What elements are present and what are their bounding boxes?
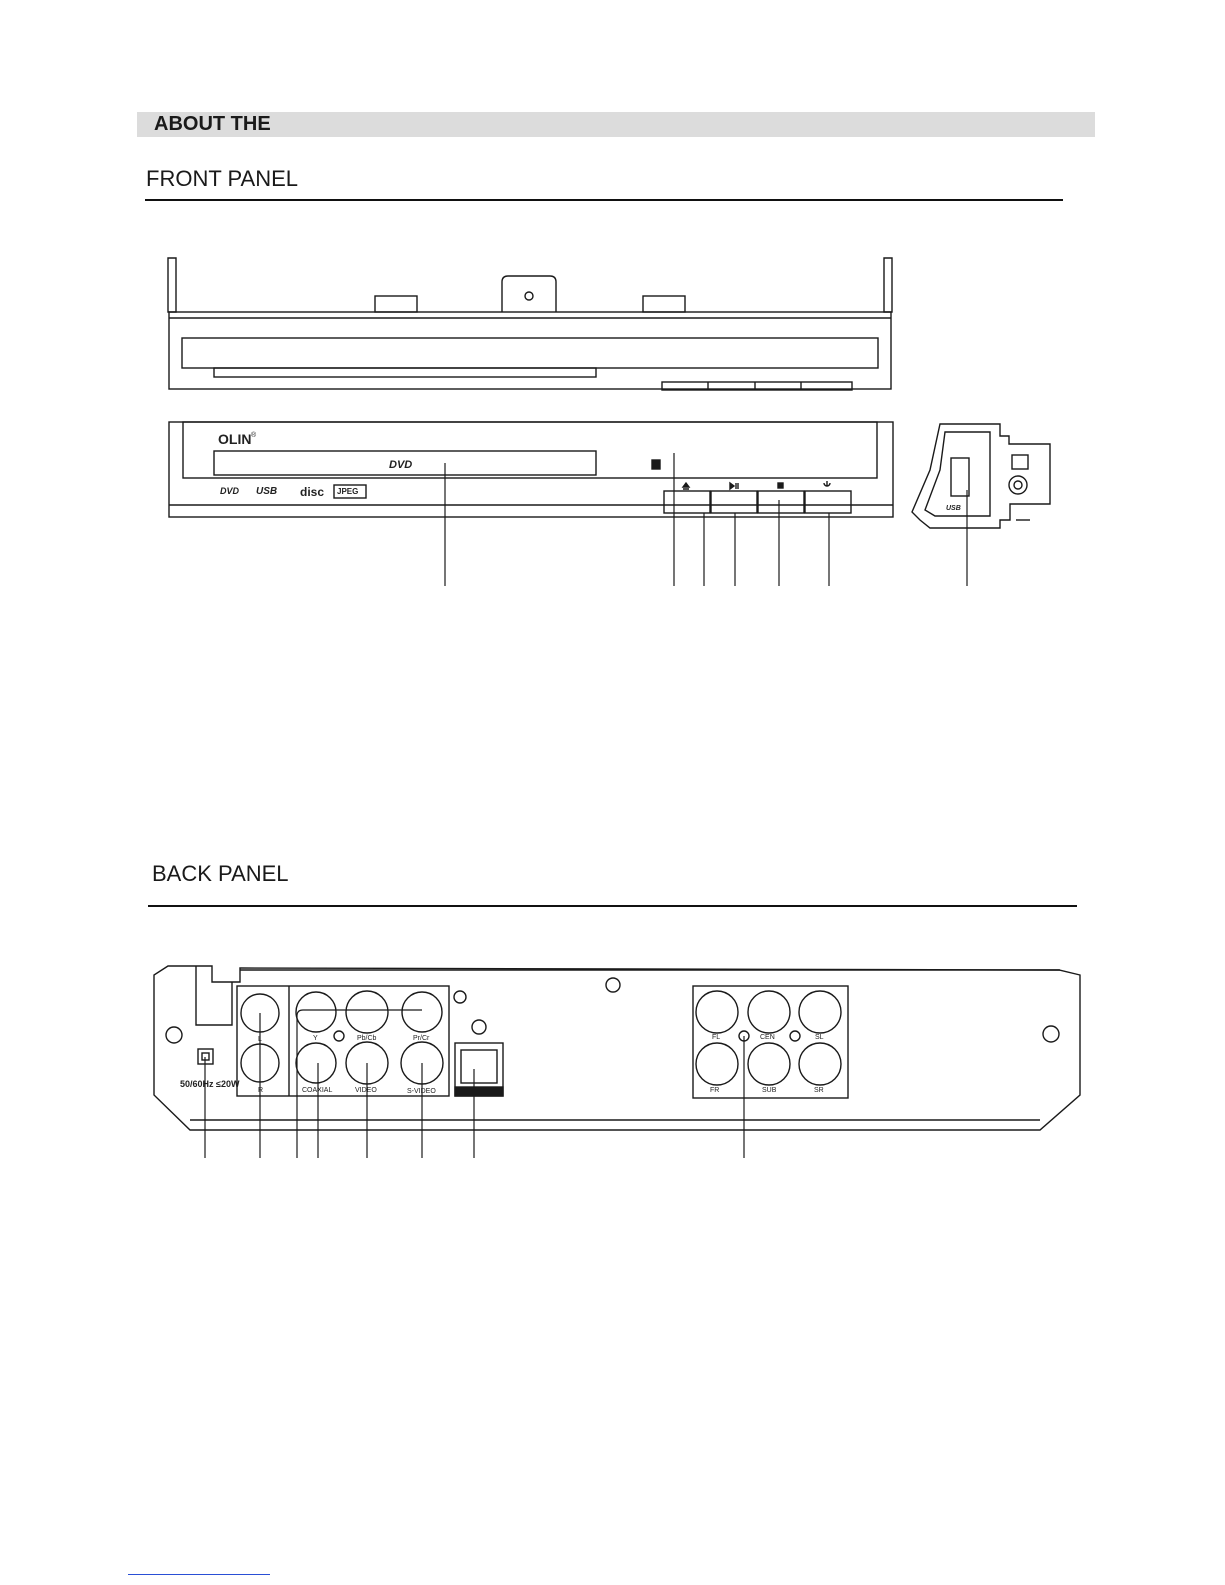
surround-sub-jack[interactable] <box>748 1043 790 1085</box>
footer-link-line <box>128 1574 270 1575</box>
surround-fr-jack[interactable] <box>696 1043 738 1085</box>
power-icon <box>824 481 830 486</box>
surround-fr-label: FR <box>710 1087 720 1094</box>
back-view <box>154 966 1080 1130</box>
play-pause-icon <box>730 483 738 489</box>
surround-sl-jack[interactable] <box>799 991 841 1033</box>
stop-icon <box>778 483 783 488</box>
ir-sensor <box>652 460 660 469</box>
section-title: ABOUT THE <box>154 113 271 135</box>
format-logos <box>220 485 358 499</box>
side-view <box>912 424 1050 528</box>
eject-icon <box>683 483 689 489</box>
power-button[interactable] <box>805 491 851 513</box>
surround-cen-label: CEN <box>760 1034 775 1041</box>
brand-logo: OLIN <box>218 431 252 447</box>
top-view <box>168 258 892 390</box>
surround-sl-label: SL <box>815 1034 824 1041</box>
dvd-logo: DVD <box>220 486 240 496</box>
back-panel-heading: BACK PANEL <box>152 861 289 886</box>
audio-l-label: L <box>258 1036 262 1043</box>
coaxial-jack[interactable] <box>296 1043 336 1083</box>
tray-dvd-label: DVD <box>389 459 413 471</box>
usb-logo: USB <box>256 486 278 497</box>
component-pr-jack[interactable] <box>402 992 442 1032</box>
component-pb-label: Pb/Cb <box>357 1035 377 1042</box>
coaxial-label: COAXIAL <box>302 1087 333 1094</box>
front-buttons <box>664 481 851 513</box>
surround-sr-label: SR <box>814 1087 824 1094</box>
surround-sr-jack[interactable] <box>799 1043 841 1085</box>
usb-port[interactable] <box>951 458 969 496</box>
open-close-button[interactable] <box>664 491 710 513</box>
surround-fl-label: FL <box>712 1034 721 1041</box>
surround-sub-label: SUB <box>762 1087 777 1094</box>
component-y-jack[interactable] <box>296 992 336 1032</box>
brand-registered-mark: ® <box>251 432 257 439</box>
jpeg-logo: JPEG <box>337 487 359 496</box>
side-usb-label: USB <box>946 505 961 512</box>
s-video-label: S-VIDEO <box>407 1088 436 1095</box>
front-view <box>169 422 893 517</box>
video-label: VIDEO <box>355 1087 377 1094</box>
component-y-label: Y <box>313 1035 318 1042</box>
component-pr-label: Pr/Cr <box>413 1035 430 1042</box>
audio-r-label: R <box>258 1087 264 1094</box>
surround-cen-jack[interactable] <box>748 991 790 1033</box>
surround-fl-jack[interactable] <box>696 991 738 1033</box>
disc-logo: disc <box>300 485 325 499</box>
front-panel-heading: FRONT PANEL <box>146 166 298 191</box>
front-callouts <box>445 453 967 586</box>
power-rating-label: 50/60Hz ≤20W <box>180 1079 240 1089</box>
component-pb-jack[interactable] <box>346 991 388 1033</box>
play-pause-button[interactable] <box>711 491 757 513</box>
stop-button[interactable] <box>758 491 804 513</box>
